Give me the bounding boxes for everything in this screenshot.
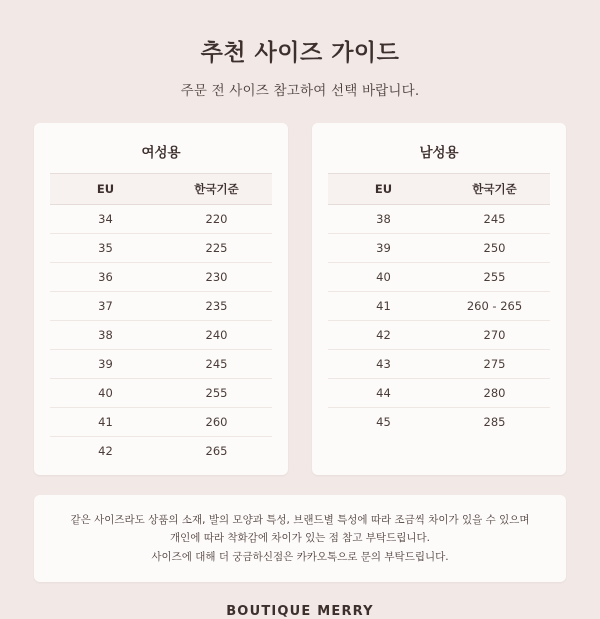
table-row	[328, 350, 550, 379]
column-header-eu: EU	[50, 174, 161, 205]
table-row	[50, 408, 272, 437]
cell-kr: 255	[161, 379, 272, 408]
cell-kr: 240	[161, 321, 272, 350]
column-header-kr: 한국기준	[439, 174, 550, 205]
cell-eu: 34	[50, 205, 161, 234]
cell-eu: 39	[328, 234, 439, 263]
cell-kr: 285	[483, 415, 506, 429]
notice-box	[34, 495, 566, 582]
cell-kr: 260 - 265	[439, 292, 550, 321]
women-size-card	[34, 123, 288, 475]
notice-line-1: 같은 사이즈라도 상품의 소재, 발의 모양과 특성, 브랜드별 특성에 따라 조금씩 차이가 있을 수 있으며	[70, 514, 530, 526]
men-table-body	[328, 205, 550, 437]
men-size-table	[328, 173, 550, 436]
table-row	[328, 408, 550, 437]
table-row	[50, 379, 272, 408]
cell-kr: 230	[161, 263, 272, 292]
size-tables	[34, 123, 566, 475]
cell-kr: 265	[205, 444, 228, 458]
cell-kr: 275	[439, 350, 550, 379]
cell-kr: 245	[161, 350, 272, 379]
women-table-head	[50, 174, 272, 205]
table-row	[328, 234, 550, 263]
notice-line-3: 사이즈에 대해 더 궁금하신점은 카카오톡으로 문의 부탁드립니다.	[151, 550, 449, 563]
cell-kr: 270	[439, 321, 550, 350]
table-row	[328, 263, 550, 292]
cell-kr: 255	[439, 263, 550, 292]
cell-eu: 39	[50, 350, 161, 379]
table-row	[50, 437, 272, 466]
column-header-eu: EU	[328, 174, 439, 205]
table-header-row	[50, 174, 272, 205]
cell-kr: 245	[439, 205, 550, 234]
cell-kr: 250	[439, 234, 550, 263]
cell-eu: 38	[50, 321, 161, 350]
cell-eu: 42	[328, 321, 439, 350]
women-table-caption: 여성용	[141, 145, 181, 161]
cell-eu: 45	[376, 415, 391, 429]
cell-eu: 37	[50, 292, 161, 321]
table-header-row	[328, 174, 550, 205]
brand-name: BOUTIQUE MERRY	[226, 604, 374, 619]
cell-eu: 41	[328, 292, 439, 321]
column-header-kr: 한국기준	[161, 174, 272, 205]
women-table-body	[50, 205, 272, 466]
cell-eu: 44	[328, 379, 439, 408]
table-row	[328, 379, 550, 408]
men-size-card	[312, 123, 566, 475]
table-row	[50, 350, 272, 379]
table-row	[50, 234, 272, 263]
table-row	[328, 321, 550, 350]
table-row	[328, 205, 550, 234]
cell-eu: 41	[50, 408, 161, 437]
cell-eu: 43	[328, 350, 439, 379]
page-title: 추천 사이즈 가이드	[200, 40, 400, 66]
table-row	[50, 321, 272, 350]
cell-eu: 38	[328, 205, 439, 234]
page-subtitle: 주문 전 사이즈 참고하여 선택 바랍니다.	[180, 83, 420, 99]
table-row	[50, 263, 272, 292]
table-row	[50, 292, 272, 321]
table-row	[50, 205, 272, 234]
notice-line-2: 개인에 따라 착화감에 차이가 있는 점 참고 부탁드립니다.	[170, 532, 430, 545]
cell-kr: 225	[161, 234, 272, 263]
cell-eu: 35	[50, 234, 161, 263]
cell-eu: 40	[50, 379, 161, 408]
cell-kr: 260	[161, 408, 272, 437]
men-table-head	[328, 174, 550, 205]
cell-eu: 36	[50, 263, 161, 292]
cell-kr: 220	[161, 205, 272, 234]
cell-eu: 40	[328, 263, 439, 292]
men-table-caption: 남성용	[419, 145, 459, 161]
cell-eu: 42	[98, 444, 113, 458]
cell-kr: 280	[439, 379, 550, 408]
cell-kr: 235	[161, 292, 272, 321]
women-size-table	[50, 173, 272, 465]
table-row	[328, 292, 550, 321]
